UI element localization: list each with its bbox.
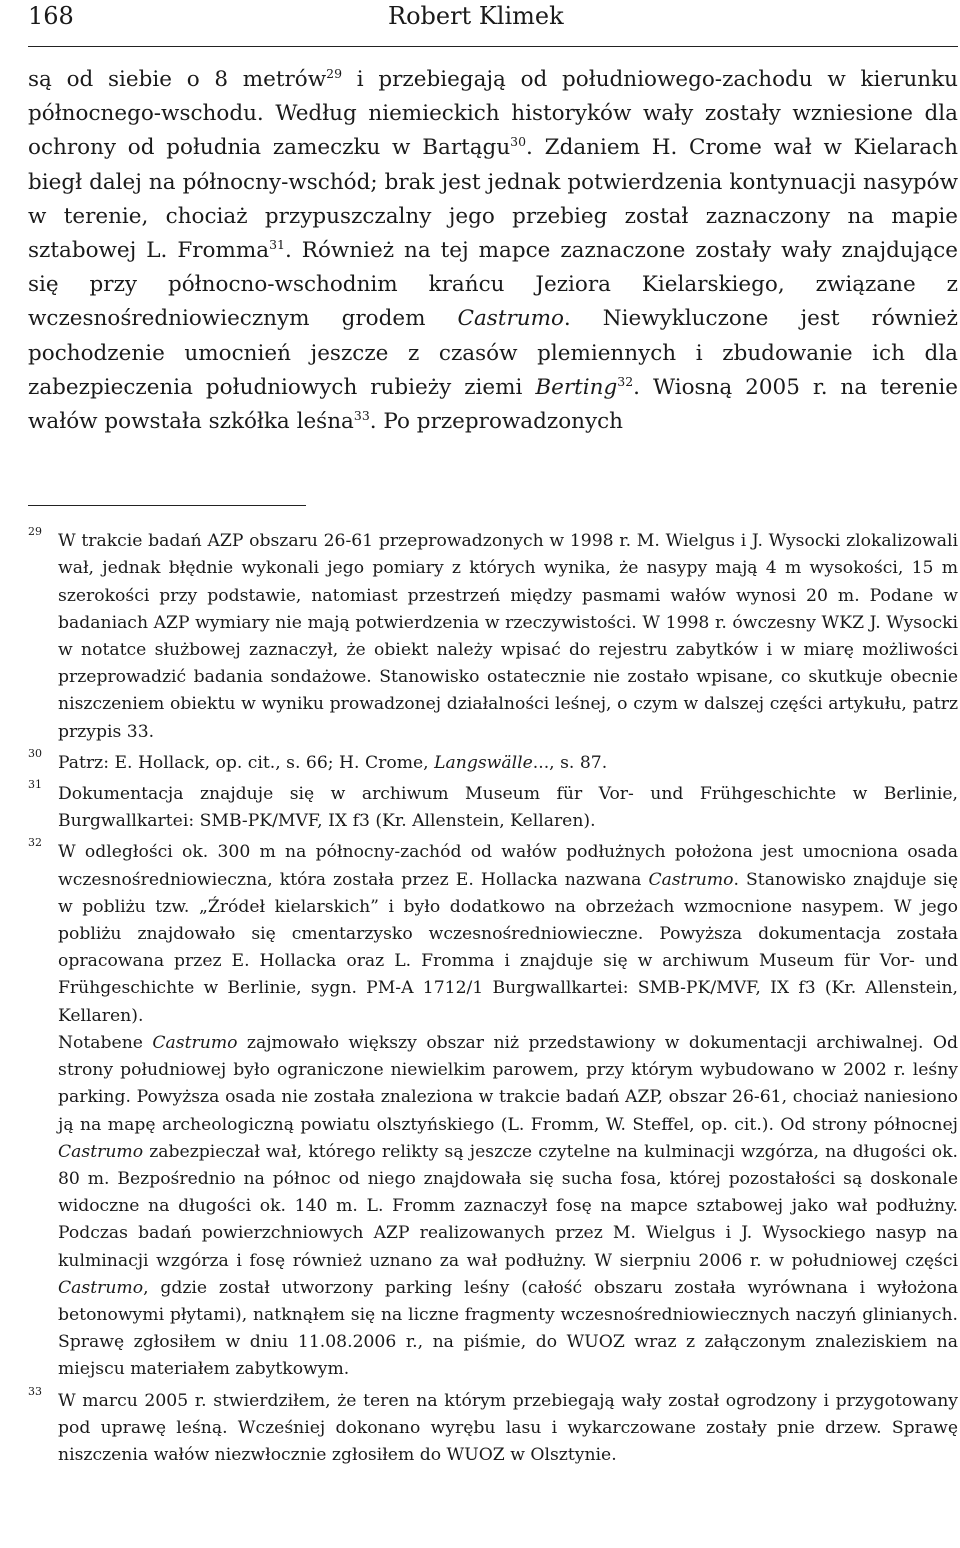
footnote-33 — [28, 1384, 958, 1470]
footnote-ref-33[interactable]: 33 — [353, 407, 370, 423]
footnote-ref-29[interactable]: 29 — [326, 65, 343, 81]
footnote-ref-32[interactable]: 32 — [617, 373, 634, 389]
footnote-29 — [28, 525, 958, 746]
page — [28, 0, 958, 1473]
footnote-number: 32 — [28, 836, 42, 850]
footnotes — [28, 525, 958, 1469]
footnote-number: 31 — [28, 778, 42, 792]
page-number: 168 — [28, 2, 74, 30]
page-header — [28, 0, 958, 47]
footnote-ref-30[interactable]: 30 — [510, 134, 527, 150]
footnote-number: 33 — [28, 1384, 42, 1398]
footnote-notabene: Notabene Castrumo zajmowało większy obszar niż przedstawiony w dokumentacji archiwalnej. Od strony południowej było ograniczone niewielkim parowem, przy którym wybudowano w 2002 r. leśny parking. Powyższa osada nie została znaleziona w trakcie badań AZP, obszar 26-61, chociaż naniesiono ją na mapę archeologiczną powiatu olsztyńskiego (L. Fromm, W. Steffel, op. cit.). Od strony północnej Castrumo zabezpieczał wał, którego relikty są jeszcze czytelne na kulminacji wzgórza, na długości ok. 80 m. Bezpośrednio na północ od niego znajdowała się sucha fosa, której pozostałości są doskonale widoczne na długości ok. 140 m. L. Fromm zaznaczył fosę na mapce sztabowej jako wał podłużny. Podczas badań powierzchniowych AZP realizowanych przez M. Wielgus i J. Wysockiego nasyp na kulminacji wzgórza i fosę również uznano za wał podłużny. W sierpniu 2006 r. w południowej części Castrumo, gdzie został utworzony parking leśny (całość obszaru została wyrównana i wyłożona betonowymi płytami), natknąłem się na liczne fragmenty wczesnośredniowiecznych naczyń glinianych. Sprawę zgłosiłem w dniu 11.08.2006 r., na piśmie, do WUOZ wraz z załączonym znaleziskiem na miejscu materiałem zabytkowym. — [58, 1032, 958, 1380]
footnote-text: W trakcie badań AZP obszaru 26-61 przeprowadzonych w 1998 r. M. Wielgus i J. Wysocki zlokalizowali wał, jednak błędnie wykonali jego pomiary z których wynika, że nasypy mają 4 m wysokości, 15 m szerokości przy podstawie, natomiast przestrzeń między pasmami wałów wynosi 20 m. Podane w badaniach AZP wymiary nie mają potwierdzenia w rzeczywistości. W 1998 r. ówczesny WKZ J. Wysocki w notatce służbowej zaznaczył, że obiekt należy wpisać do rejestru zabytków i w miarę możliwości przeprowadzić badania sondażowe. Stanowisko ostatecznie nie zostało wpisane, co skutkuje obecnie niszczeniem obiektu w wyniku prowadzonej działalności leśnej, o czym w dalszej części artykułu, patrz przypis 33. — [58, 531, 958, 742]
main-text — [28, 63, 958, 439]
running-head-author: Robert Klimek — [388, 2, 564, 30]
term-berting: Berting — [535, 374, 618, 400]
footnote-text: Patrz: E. Hollack, op. cit., s. 66; H. Crome, Langswälle..., s. 87. — [58, 752, 608, 773]
footnote-number: 30 — [28, 746, 42, 760]
footnote-text: W odległości ok. 300 m na północny-zachód od wałów podłużnych położona jest umocniona osada wczesnośredniowieczna, która została przez E. Hollacka nazwana Castrumo. Stanowisko znajduje się w pobliżu tzw. „Źródeł kielarskich” i było dodatkowo na obrzeżach wzmocnione nasypem. W jego pobliżu znajdowało się cmentarzysko wczesnośredniowieczne. Powyższa dokumentacja została opracowana przez E. Hollacka oraz L. Fromma i znajduje się w archiwum Museum für Vor- und Frühgeschichte w Berlinie, sygn. PM-A 1712/1 Burgwallkartei: SMB-PK/MVF, IX f3 (Kr. Allenstein, Kellaren). — [58, 842, 958, 1026]
footnote-separator — [28, 505, 306, 506]
term-castrumo: Castrumo — [457, 306, 564, 332]
footnote-text: Dokumentacja znajduje się w archiwum Museum für Vor- und Frühgeschichte w Berlinie, Burgwallkartei: SMB-PK/MVF, IX f3 (Kr. Allenstein, Kellaren). — [58, 784, 958, 832]
footnote-text: W marcu 2005 r. stwierdziłem, że teren na którym przebiegają wały został ogrodzony i przygotowany pod uprawę leśną. Wcześniej dokonano wyrębu lasu i wykarczowane zostały pnie drzew. Sprawę niszczenia wałów niezwłocznie zgłosiłem do WUOZ w Olsztynie. — [58, 1390, 958, 1465]
footnote-31 — [28, 778, 958, 835]
footnote-30 — [28, 746, 958, 777]
body-paragraph: są od siebie o 8 metrów$^{29}$ i przebiegają od południowego-zachodu w kierunku północnego-wschodu. Według niemieckich historyków wały zostały wzniesione dla ochrony od południa zameczku w Bartągu$^{30}$. Zdaniem H. Crome wał w Kielarach biegł dalej na północny-wschód; brak jest jednak potwierdzenia kontynuacji nasypów w terenie, chociaż przypuszczalny jego przebieg został zaznaczony na mapie sztabowej L. Fromma$^{31}$. Również na tej mapce zaznaczone zostały wały znajdujące się przy północno-wschodnim krańcu Jeziora Kielarskiego, związane z wczesnośredniowiecznym grodem Castrumo. Niewykluczone jest również pochodzenie umocnień jeszcze z czasów plemiennych i zbudowanie ich dla zabezpieczenia południowych rubieży ziemi Berting$^{32}$. Wiosną 2005 r. na terenie wałów powstała szkółka leśna$^{33}$. Po przeprowadzonych — [28, 65, 959, 435]
footnote-number: 29 — [28, 525, 42, 539]
footnote-32 — [28, 836, 958, 1383]
footnote-ref-31[interactable]: 31 — [269, 236, 285, 252]
